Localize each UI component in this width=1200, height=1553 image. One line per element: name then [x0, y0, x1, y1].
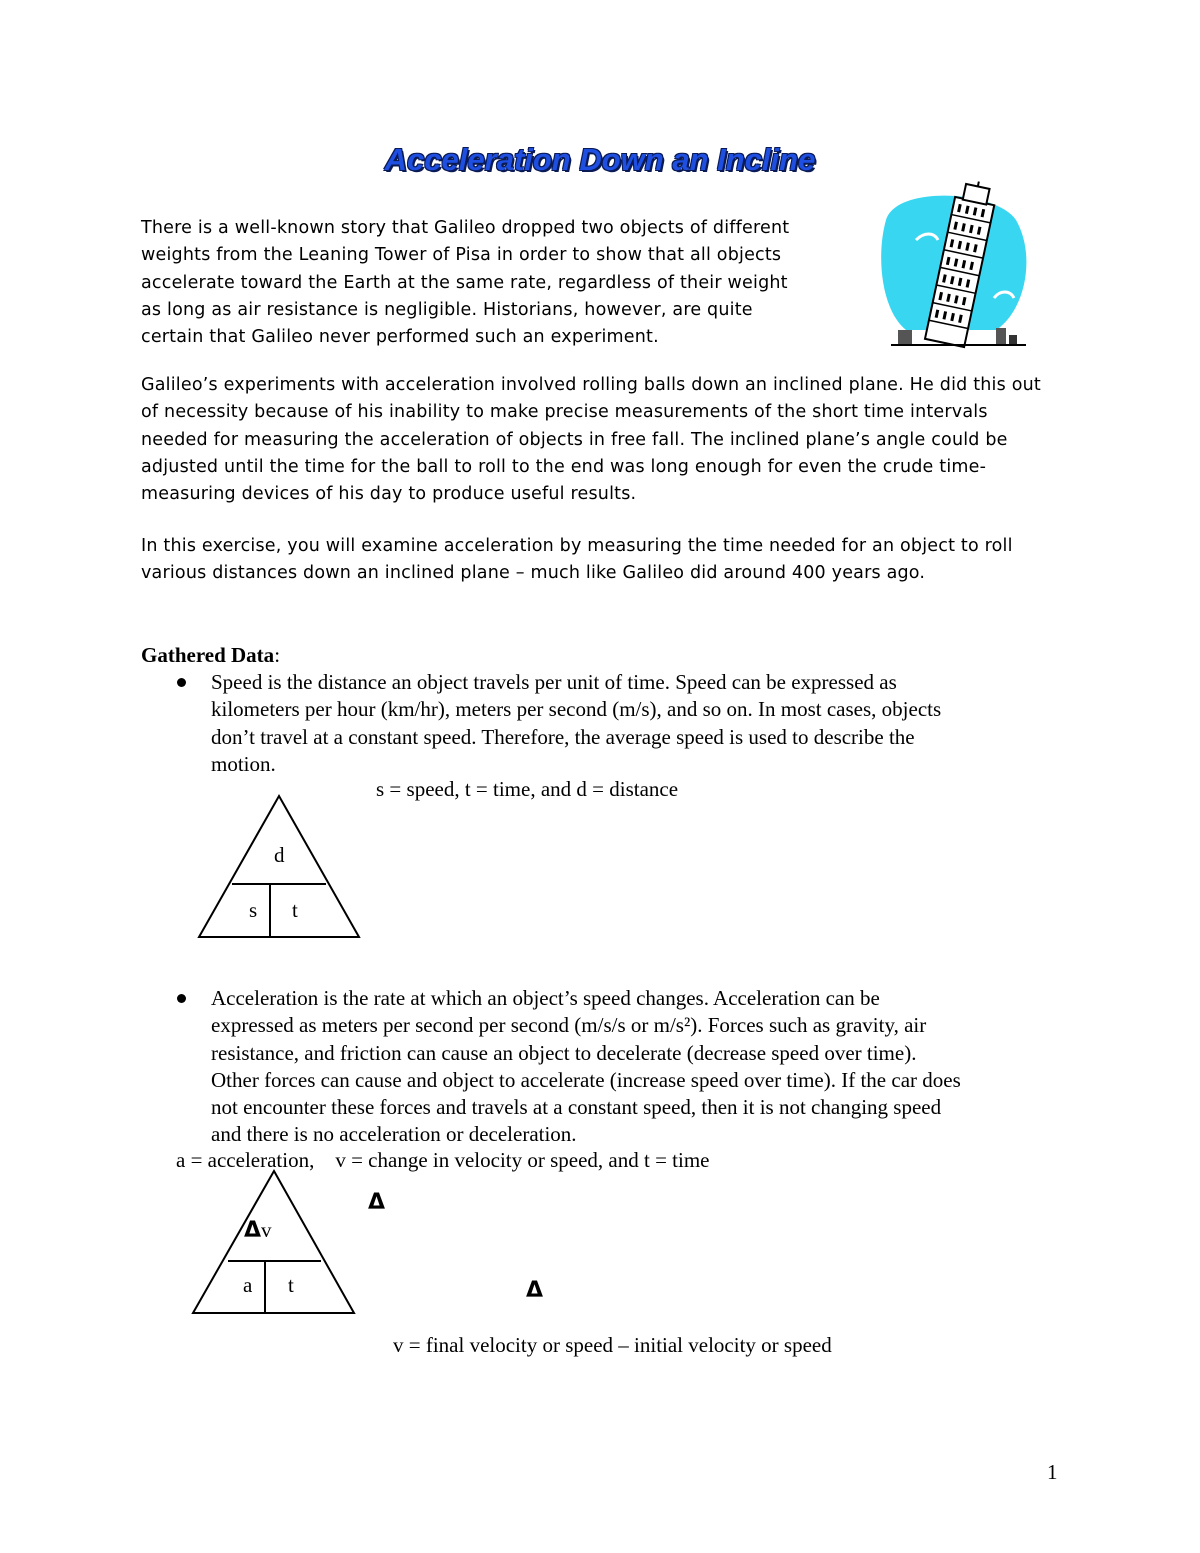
acceleration-bullet-text [211, 985, 961, 1149]
heading-text: Gathered Data [141, 643, 275, 667]
bullet-icon [177, 994, 186, 1003]
bullet-line: resistance, and friction can cause an object to decelerate (decrease speed over time). [211, 1040, 917, 1065]
paragraph-line: In this exercise, you will examine acceleration by measuring the time needed for an object to roll [141, 536, 1013, 556]
intro-paragraph [141, 215, 789, 351]
galileo-experiments-paragraph [141, 372, 1041, 508]
triangle-label-v: v [261, 1218, 272, 1242]
speed-bullet-text [211, 669, 941, 778]
page-number: 1 [1047, 1460, 1058, 1484]
paragraph-line: needed for measuring the acceleration of objects in free fall. The inclined plane’s angle could be [141, 429, 1008, 450]
triangle-label-t: t [288, 1273, 294, 1297]
bullet-line: Acceleration is the rate at which an object’s speed changes. Acceleration can be [211, 986, 880, 1010]
intro-line: weights from the Leaning Tower of Pisa in order to show that all objects [141, 245, 782, 266]
bullet-line: kilometers per hour (km/hr), meters per second (m/s), and so on. In most cases, objects [211, 697, 942, 722]
triangle-label-a: a [243, 1273, 253, 1297]
intro-line: There is a well-known story that Galileo dropped two objects of different [141, 218, 790, 238]
paragraph-line: Galileo’s experiments with acceleration involved rolling balls down an inclined plane. He did this out [141, 375, 1041, 395]
gathered-data-heading [141, 643, 280, 668]
delta-icon: Δ [526, 1278, 544, 1303]
bullet-line: Speed is the distance an object travels per unit of time. Speed can be expressed as [211, 670, 897, 694]
exercise-paragraph [141, 533, 1013, 588]
delta-icon: Δ [368, 1190, 386, 1215]
bullet-line: not encounter these forces and travels at a constant speed, then it is not changing speed [211, 1095, 942, 1120]
page-title: Acceleration Down an Incline [384, 142, 816, 177]
bullet-line: Other forces can cause and object to accelerate (increase speed over time). If the car does [211, 1067, 961, 1092]
triangle-label-t: t [292, 898, 298, 922]
acceleration-legend: a = acceleration, v = change in velocity or speed, and t = time [176, 1148, 710, 1172]
bullet-icon [177, 678, 186, 687]
paragraph-line: measuring devices of his day to produce useful results. [141, 484, 637, 505]
triangle-label-d: d [274, 843, 285, 867]
bullet-line: expressed as meters per second per second (m/s/s or m/s²). Forces such as gravity, air [211, 1013, 927, 1038]
heading-colon: : [274, 643, 281, 667]
bullet-line: and there is no acceleration or deceleration. [211, 1122, 577, 1147]
intro-line: certain that Galileo never performed such an experiment. [141, 327, 659, 348]
velocity-formula: v = final velocity or speed – initial velocity or speed [393, 1333, 832, 1357]
delta-icon: Δ [244, 1218, 262, 1243]
triangle-label-s: s [249, 898, 258, 922]
speed-legend: s = speed, t = time, and d = distance [376, 777, 679, 801]
paragraph-line: various distances down an inclined plane – much like Galileo did around 400 years ago. [141, 563, 926, 584]
acceleration-triangle-diagram [190, 1168, 357, 1316]
bullet-line: don’t travel at a constant speed. Therefore, the average speed is used to describe the [211, 724, 915, 749]
leaning-tower-clipart [876, 180, 1032, 350]
paragraph-line: of necessity because of his inability to make precise measurements of the short time intervals [141, 402, 988, 423]
triangle-label-delta-v [244, 1218, 272, 1243]
intro-line: as long as air resistance is negligible. Historians, however, are quite [141, 299, 753, 320]
bullet-line: motion. [211, 751, 276, 776]
intro-line: accelerate toward the Earth at the same rate, regardless of their weight [141, 272, 788, 293]
paragraph-line: adjusted until the time for the ball to roll to the end was long enough for even the crude time- [141, 456, 987, 477]
